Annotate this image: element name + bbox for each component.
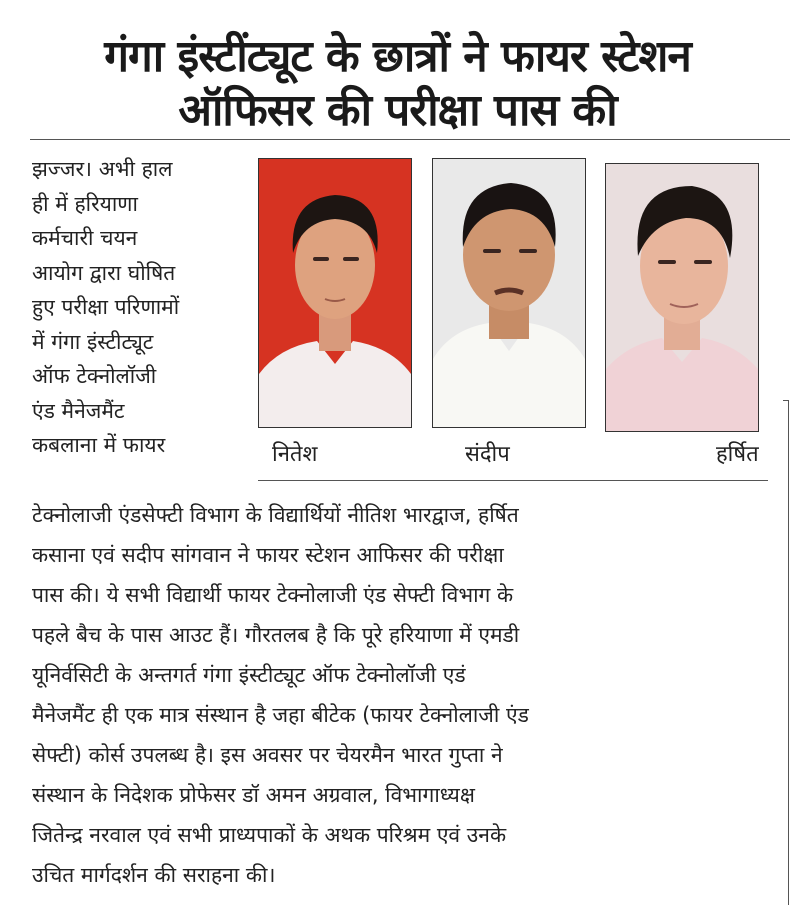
headline-line-1: गंगा इंस्टींट्यूट के छात्रों ने फायर स्टेशन xyxy=(104,31,691,82)
text-line: कर्मचारी चयन xyxy=(32,226,138,250)
photo-harshit xyxy=(605,163,759,432)
headline-rule xyxy=(30,139,790,140)
text-line: हुए परीक्षा परिणामों xyxy=(32,295,180,319)
caption-harshit: हर्षित xyxy=(716,442,759,467)
text-line: कबलाना में फायर xyxy=(32,433,166,457)
text-line: पास की। ये सभी विद्यार्थी फायर टेक्नोलाजी एंड सेफ्टी विभाग के xyxy=(32,583,514,607)
text-line: संस्थान के निदेशक प्रोफेसर डॉ अमन अग्रवाल, विभागाध्यक्ष xyxy=(32,783,475,807)
photo-sandeep xyxy=(432,158,586,428)
caption-sandeep: संदीप xyxy=(465,442,510,467)
text-line: पहले बैच के पास आउट हैं। गौरतलब है कि पूरे हरियाणा में एमडी xyxy=(32,623,520,647)
text-line: सेफ्टी) कोर्स उपलब्ध है। इस अवसर पर चेयरमैन भारत गुप्ता ने xyxy=(32,743,503,767)
text-line: में गंगा इंस्टीट्यूट xyxy=(32,329,154,354)
text-line: कसाना एवं सदीप सांगवान ने फायर स्टेशन आफिसर की परीक्षा xyxy=(32,543,504,567)
text-line: ही में हरियाणा xyxy=(32,191,138,216)
headline-line-2: ऑफिसर की परीक्षा पास की xyxy=(178,85,617,136)
text-line: ऑफ टेक्नोलॉजी xyxy=(32,364,157,388)
article-intro-column xyxy=(32,152,267,463)
caption-nitesh: नितेश xyxy=(272,442,318,467)
column-divider xyxy=(788,400,789,905)
text-line: जितेन्द्र नरवाल एवं सभी प्राध्यपाकों के अथक परिश्रम एवं उनके xyxy=(32,823,507,847)
caption-rule xyxy=(258,480,768,481)
text-line: टेक्नोलाजी एंडसेफ्टी विभाग के विद्यार्थियों नीतिश भारद्वाज, हर्षित xyxy=(32,503,519,527)
text-line: एंड मैनेजमैंट xyxy=(32,398,125,423)
text-line: झज्जर। अभी हाल xyxy=(32,157,173,181)
text-line: यूनिर्वसिटी के अन्तगर्त गंगा इंस्टीट्यूट ऑफ टेक्नोलॉजी एडं xyxy=(32,663,466,687)
article-body xyxy=(32,495,772,895)
text-line: आयोग द्वारा घोषित xyxy=(32,260,176,285)
text-line: मैनेजमैंट ही एक मात्र संस्थान है जहा बीटेक (फायर टेक्नोलाजी एंड xyxy=(32,703,529,727)
text-line: उचित मार्गदर्शन की सराहना की। xyxy=(32,863,276,887)
photo-nitesh xyxy=(258,158,412,428)
